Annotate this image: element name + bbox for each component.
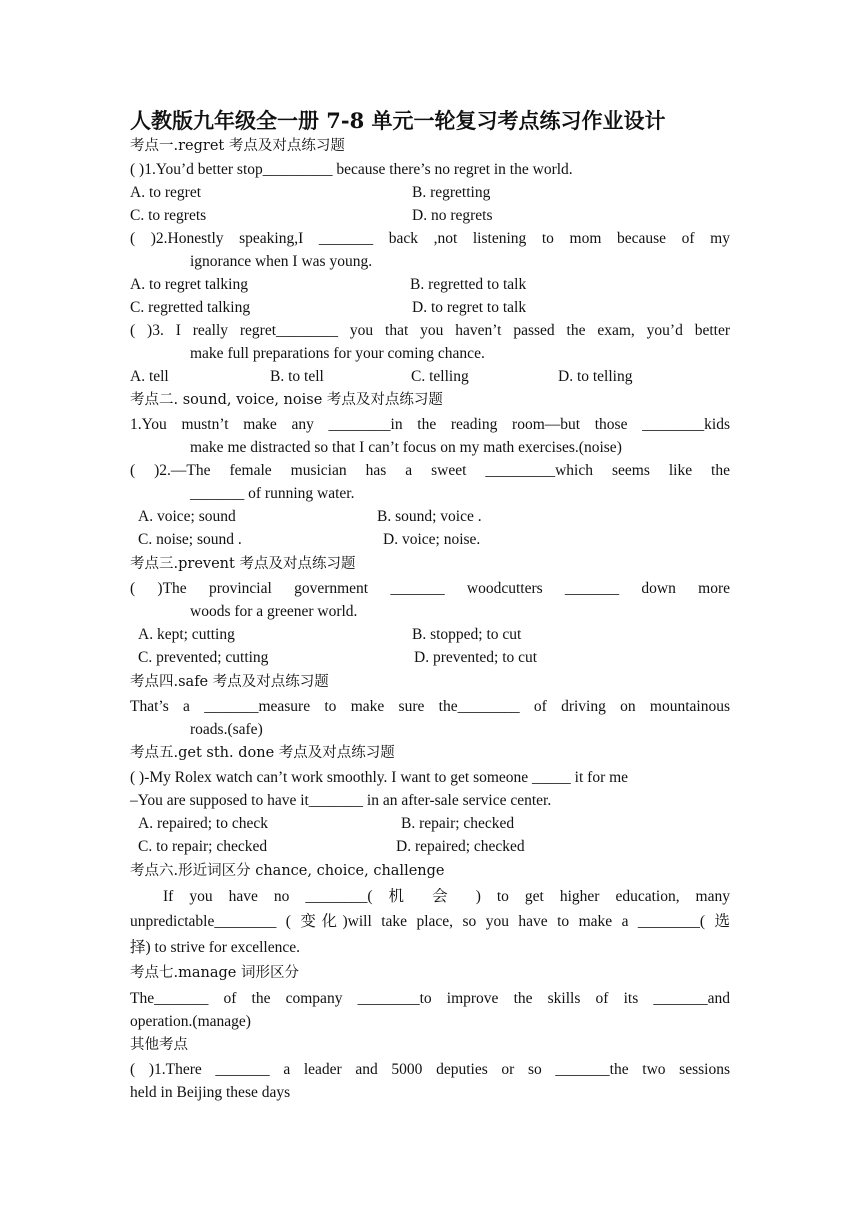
question-stem: ( )3. I really regret________ you that you haven’t passed the exam, you’d better: [130, 322, 730, 339]
question-stem-continued: ignorance when I was young.: [190, 253, 373, 270]
question-stem: ( )1.You’d better stop_________ because there’s no regret in the world.: [130, 161, 573, 178]
option-d: D. repaired; checked: [396, 838, 525, 855]
page-title: 人教版九年级全一册 7-8 单元一轮复习考点练习作业设计: [130, 108, 666, 133]
option-c: C. telling: [411, 368, 469, 385]
question-stem: ( )1.There _______ a leader and 5000 deputies or so _______the two sessions: [130, 1061, 730, 1078]
question-stem-continued: make me distracted so that I can’t focus on my math exercises.(noise): [190, 439, 622, 456]
option-a: A. to regret: [130, 184, 202, 201]
question-stem-continued: roads.(safe): [190, 721, 263, 738]
paragraph-line: The_______ of the company ________to improve the skills of its _______and: [130, 990, 730, 1007]
option-b: B. regretted to talk: [410, 276, 527, 293]
option-d: D. to regret to talk: [412, 299, 527, 316]
question-stem-continued: –You are supposed to have it_______ in an after-sale service center.: [130, 792, 552, 809]
option-a: A. repaired; to check: [138, 815, 268, 832]
option-c: C. regretted talking: [130, 299, 251, 316]
paragraph-line: operation.(manage): [130, 1013, 251, 1030]
option-b: B. repair; checked: [401, 815, 515, 832]
option-c: C. to repair; checked: [138, 838, 268, 855]
question-stem: ( )The provincial government _______ woodcutters _______ down more: [130, 580, 730, 597]
option-b: B. stopped; to cut: [412, 626, 522, 643]
option-a: A. kept; cutting: [138, 626, 235, 643]
option-c: C. prevented; cutting: [138, 649, 269, 666]
paragraph-line: unpredictable________ ( 变化)will take place, so you have to make a ________( 选: [130, 913, 730, 930]
section-heading-prevent: 考点三.prevent 考点及对点练习题: [130, 556, 356, 572]
option-a: A. tell: [130, 368, 169, 385]
question-stem: That’s a _______measure to make sure the________ of driving on mountainous: [130, 698, 730, 715]
paragraph-line: 择) to strive for excellence.: [130, 939, 300, 956]
question-stem: ( )2.—The female musician has a sweet _________which seems like the: [130, 462, 730, 479]
paragraph-line: If you have no ________( 机 会 ) to get higher education, many: [163, 888, 730, 905]
question-stem-continued: held in Beijing these days: [130, 1084, 291, 1101]
section-heading-manage: 考点七.manage 词形区分: [130, 965, 299, 981]
option-b: B. sound; voice .: [377, 508, 482, 525]
question-stem-continued: _______ of running water.: [190, 485, 355, 502]
section-heading-chance-choice: 考点六.形近词区分 chance, choice, challenge: [130, 863, 445, 879]
option-b: B. to tell: [270, 368, 324, 385]
question-stem: ( )-My Rolex watch can’t work smoothly. I want to get someone _____ it for me: [130, 769, 629, 786]
section-heading-get-sth-done: 考点五.get sth. done 考点及对点练习题: [130, 745, 395, 761]
option-d: D. to telling: [558, 368, 633, 385]
option-c: C. noise; sound .: [138, 531, 242, 548]
option-a: A. to regret talking: [130, 276, 248, 293]
question-stem-continued: woods for a greener world.: [190, 603, 358, 620]
section-heading-sound: 考点二. sound, voice, noise 考点及对点练习题: [130, 392, 443, 408]
section-heading-other: 其他考点: [130, 1037, 188, 1053]
section-heading-safe: 考点四.safe 考点及对点练习题: [130, 674, 329, 690]
question-stem: ( )2.Honestly speaking,I _______ back ,not listening to mom because of my: [130, 230, 730, 247]
option-b: B. regretting: [412, 184, 491, 201]
option-c: C. to regrets: [130, 207, 207, 224]
option-d: D. prevented; to cut: [414, 649, 538, 666]
section-heading-regret: 考点一.regret 考点及对点练习题: [130, 138, 345, 154]
option-d: D. no regrets: [412, 207, 493, 224]
option-a: A. voice; sound: [138, 508, 236, 525]
option-d: D. voice; noise.: [383, 531, 481, 548]
question-stem: 1.You mustn’t make any ________in the reading room—but those ________kids: [130, 416, 730, 433]
question-stem-continued: make full preparations for your coming chance.: [190, 345, 485, 362]
